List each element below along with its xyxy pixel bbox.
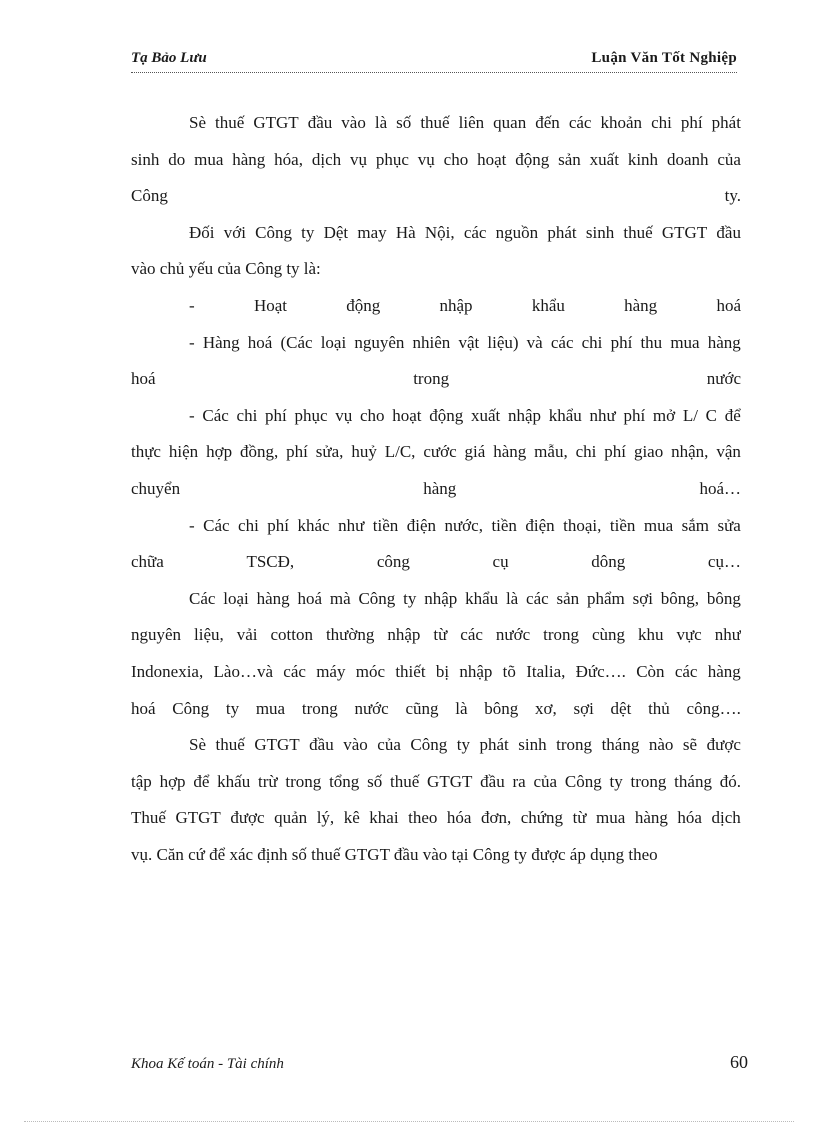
bullet-3-line-3 (131, 474, 741, 511)
word: hàng (624, 295, 658, 315)
word: Italia, (526, 661, 566, 681)
word: loại (223, 588, 249, 608)
word: chi (575, 442, 597, 462)
word: Còn (636, 661, 665, 681)
word: đến (535, 113, 560, 132)
paragraph-2-line-1 (131, 218, 741, 255)
bullet-1 (131, 291, 741, 328)
word: khẩu (548, 405, 582, 425)
word: cùng (591, 625, 626, 645)
word: chi (651, 113, 672, 132)
word: liệu, (194, 625, 224, 645)
word: thường (325, 625, 375, 645)
word: Công (131, 186, 168, 206)
word: nguyên (131, 625, 182, 645)
word: hợp (206, 442, 233, 462)
word: thiết (395, 661, 426, 681)
word: trong (630, 771, 667, 791)
word: như (714, 625, 741, 645)
word: vật (458, 332, 480, 352)
word: đó. (719, 771, 741, 791)
word: động (346, 295, 381, 315)
word: tháng (601, 735, 640, 755)
word: vào (341, 113, 366, 132)
word: phí (680, 113, 703, 132)
word: thuế (389, 771, 420, 791)
word: sản (556, 588, 580, 608)
word: - (189, 515, 195, 535)
word: sinh (585, 222, 615, 242)
word: và (526, 332, 543, 352)
paragraph-3-line-4 (131, 694, 741, 731)
word: phát (711, 113, 741, 132)
word: nước, (444, 515, 483, 535)
word: vải (236, 625, 258, 645)
word: động (515, 149, 550, 169)
bullet-4-line-1 (131, 511, 741, 548)
word: dông (591, 552, 626, 572)
word: nhập (439, 295, 473, 315)
word: là (455, 698, 468, 718)
word: nước (495, 625, 531, 645)
word: chi (238, 515, 259, 535)
word: thoại, (563, 515, 602, 535)
word: Các (189, 588, 216, 608)
word: Hà (395, 222, 416, 242)
word: hàng (423, 478, 457, 498)
word: như (338, 515, 365, 535)
word: được (230, 808, 265, 828)
word: phí (623, 405, 646, 425)
word: cụ (492, 552, 509, 572)
word: Đối (189, 222, 215, 242)
word: - (189, 332, 195, 352)
word: cho (443, 149, 469, 169)
word: tháng (674, 771, 712, 791)
word: tõ (502, 661, 516, 681)
word: đơn, (480, 808, 512, 828)
word: chứng (520, 808, 564, 828)
word: thuế (623, 222, 653, 242)
word: hóa (677, 808, 702, 828)
word: Dệt (323, 222, 349, 242)
word: các (568, 113, 592, 132)
word: sản (558, 149, 581, 169)
word: (Các (280, 332, 313, 352)
word: doanh (666, 149, 709, 169)
word: quản (274, 808, 308, 828)
paragraph-4-line-4: vụ. Căn cứ để xác định số thuế GTGT đầu vào tại Công ty được áp dụng theo (131, 844, 658, 864)
word: GTGT (175, 808, 221, 828)
word: cho (359, 405, 385, 425)
word: phí (265, 405, 287, 425)
word: động (429, 405, 464, 425)
word: hiện (168, 442, 199, 462)
word: thuế (215, 735, 245, 755)
word: khác (297, 515, 330, 535)
word: của (717, 149, 741, 169)
word: các (283, 661, 306, 681)
word: hoá (131, 698, 156, 718)
word: L/C, (384, 442, 416, 462)
word: sợi (573, 698, 594, 718)
word: phát (547, 222, 577, 242)
word: cước (423, 442, 457, 462)
word: thực (131, 442, 161, 462)
word: xuất (470, 405, 501, 425)
word: lý, (316, 808, 335, 828)
word: mua (670, 332, 700, 352)
paragraph-4-line-1 (131, 730, 741, 767)
word: mẫu, (534, 442, 568, 462)
word: khai (369, 808, 399, 828)
word: đồng, (239, 442, 279, 462)
word: đầu (307, 113, 333, 132)
word: là (374, 113, 388, 132)
word: phí (604, 442, 627, 462)
paragraph-3-line-2 (131, 620, 741, 657)
word: như (589, 405, 616, 425)
word: trong (556, 735, 593, 755)
word: cũng (405, 698, 439, 718)
word: công (376, 552, 410, 572)
word: GTGT (427, 771, 473, 791)
word: trong (543, 625, 579, 645)
word: mua (194, 149, 224, 169)
header-author: Tạ Bảo Lưu (131, 50, 207, 66)
word: loại (320, 332, 347, 352)
word: theo (408, 808, 438, 828)
word: nhập (507, 405, 542, 425)
word: điện (406, 515, 436, 535)
word: Các (203, 515, 230, 535)
word: hàng (707, 332, 741, 352)
word: nào (648, 735, 674, 755)
word: từ (572, 808, 587, 828)
word: TSCĐ, (246, 552, 295, 572)
word: sẽ (682, 735, 698, 755)
word: liên (458, 113, 485, 132)
word: khu (637, 625, 664, 645)
word: số (396, 113, 412, 132)
word: nhập (387, 625, 421, 645)
word: hoá (716, 295, 741, 315)
word: quan (493, 113, 527, 132)
document-body (131, 108, 741, 876)
word: ty (609, 771, 623, 791)
word: chuyển (131, 478, 181, 498)
word: đầu (480, 771, 505, 791)
word: trong (285, 771, 322, 791)
word: xơ, (534, 698, 557, 718)
word: hoạt (477, 149, 507, 169)
word: vận (716, 442, 741, 462)
word: nhiên (412, 332, 451, 352)
word: nhận, (671, 442, 709, 462)
word: đầu (309, 735, 334, 755)
word: nước (706, 369, 741, 389)
word: của (377, 735, 401, 755)
word: ty (301, 222, 315, 242)
word: xuất (589, 149, 619, 169)
word: may (357, 222, 387, 242)
word: để (724, 405, 741, 425)
word: Các (202, 405, 229, 425)
word: phục (294, 405, 328, 425)
header-title: Luận Văn Tốt Nghiệp (591, 50, 737, 66)
word: dệt (610, 698, 632, 718)
word: ty (225, 698, 240, 718)
word: GTGT (254, 735, 300, 755)
word: kinh (627, 149, 659, 169)
word: các (550, 332, 574, 352)
footer-divider (24, 1121, 794, 1122)
word: ty (456, 735, 470, 755)
word: các (463, 222, 487, 242)
word: khấu (217, 771, 251, 791)
paragraph-2-line-2: vào chủ yếu của Công ty là: (131, 259, 321, 279)
word: mua (255, 698, 286, 718)
bullet-2-line-2 (131, 364, 741, 401)
word: hóa (446, 808, 472, 828)
word: sợi (632, 588, 653, 608)
bullet-3-line-1 (131, 401, 741, 438)
word: Nội, (424, 222, 455, 242)
footer-department: Khoa Kế toán - Tài chính (131, 1056, 284, 1072)
word: kê (343, 808, 360, 828)
word: bông, (660, 588, 700, 608)
word: bông (484, 698, 519, 718)
word: sửa (717, 515, 741, 535)
word: trong (301, 698, 338, 718)
word: với (223, 222, 246, 242)
word: điện (525, 515, 555, 535)
word: huỷ (351, 442, 377, 462)
word: giao (633, 442, 664, 462)
word: công…. (686, 698, 741, 718)
word: GTGT (661, 222, 708, 242)
word: đầu (716, 222, 741, 242)
word: ty. (724, 186, 741, 206)
word: trong (413, 369, 450, 389)
word: nguồn (495, 222, 539, 242)
word: mà (329, 588, 351, 608)
word: - (189, 295, 195, 315)
word: hoạt (392, 405, 422, 425)
word: sinh (518, 735, 547, 755)
word: khoản (600, 113, 643, 132)
page-number: 60 (730, 1052, 748, 1072)
bullet-3-line-2 (131, 437, 741, 474)
word: Công (172, 698, 210, 718)
word: nhập (459, 661, 493, 681)
word: hợp (159, 771, 186, 791)
word: hoá (247, 332, 273, 352)
word: cụ… (707, 552, 741, 572)
word: chi (236, 405, 258, 425)
word: hoá (131, 369, 156, 389)
paragraph-1-line-1 (131, 108, 741, 145)
word: phí (610, 332, 633, 352)
word: bị (435, 661, 450, 681)
word: tập (131, 771, 152, 791)
word: tổng (329, 771, 360, 791)
word: hàng (707, 661, 741, 681)
word: tiền (609, 515, 636, 535)
word: trừ (258, 771, 278, 791)
word: số (367, 771, 383, 791)
word: dịch (711, 808, 741, 828)
word: thu (640, 332, 663, 352)
word: sinh (131, 149, 160, 169)
word: các (674, 661, 698, 681)
word: khẩu (465, 588, 499, 608)
word: phát (479, 735, 509, 755)
page-footer (131, 1052, 748, 1080)
word: Hàng (202, 332, 240, 352)
word: tiền (372, 515, 399, 535)
word: các (460, 625, 483, 645)
word: thuế (215, 113, 245, 132)
paragraph-4-line-3 (131, 803, 741, 840)
word: phí (286, 442, 308, 462)
word: ra (512, 771, 526, 791)
word: mở (652, 405, 676, 425)
paragraph-4-line-2 (131, 767, 741, 804)
word: vào (343, 735, 368, 755)
word: thuế (420, 113, 450, 132)
word: các (526, 588, 549, 608)
word: thủ (648, 698, 670, 718)
word: móc (355, 661, 386, 681)
word: Sè (189, 735, 206, 755)
word: chữa (131, 552, 164, 572)
word: giá (464, 442, 486, 462)
word: Công (564, 771, 602, 791)
word: nhập (424, 588, 458, 608)
word: phục (375, 149, 409, 169)
word: - (189, 405, 195, 425)
word: dịch (311, 149, 342, 169)
word: hóa, (274, 149, 303, 169)
word: hàng (493, 442, 527, 462)
word: từ (433, 625, 448, 645)
paragraph-3-line-3 (131, 657, 741, 694)
word: ty (403, 588, 417, 608)
word: L/ (682, 405, 698, 425)
word: hàng (634, 808, 668, 828)
word: tiền (491, 515, 517, 535)
page-header (131, 48, 737, 72)
word: hoá… (699, 478, 741, 498)
word: vụ (335, 405, 353, 425)
bullet-2-line-1 (131, 328, 741, 365)
word: vực (676, 625, 702, 645)
bullet-4-line-2 (131, 547, 741, 584)
word: Công (410, 735, 448, 755)
word: phí (267, 515, 290, 535)
word: hàng (256, 588, 290, 608)
word: nguyên (354, 332, 405, 352)
word: cotton (270, 625, 313, 645)
word: Sè (189, 113, 206, 132)
word: nước (354, 698, 389, 718)
word: sắm (681, 515, 709, 535)
word: vụ (417, 149, 435, 169)
word: chi (581, 332, 603, 352)
word: vụ (350, 149, 367, 169)
word: Công (358, 588, 396, 608)
word: mua (596, 808, 626, 828)
word: mua (643, 515, 674, 535)
word: liệu) (487, 332, 519, 352)
word: Công (255, 222, 292, 242)
word: Thuế (131, 808, 166, 828)
word: được (706, 735, 741, 755)
word: Lào…và (213, 661, 273, 681)
header-divider (131, 72, 737, 73)
word: máy (316, 661, 346, 681)
word: GTGT (253, 113, 299, 132)
word: của (533, 771, 558, 791)
word: C (705, 405, 717, 425)
word: là (505, 588, 519, 608)
word: sửa, (315, 442, 344, 462)
word: Đức…. (575, 661, 626, 681)
word: hàng (232, 149, 266, 169)
word: Indonexia, (131, 661, 204, 681)
paragraph-1-line-3 (131, 181, 741, 218)
word: phẩm (587, 588, 625, 608)
paragraph-3-line-1 (131, 584, 741, 621)
word: khẩu (531, 295, 565, 315)
word: hoá (297, 588, 323, 608)
word: để (193, 771, 210, 791)
paragraph-1-line-2 (131, 145, 741, 182)
word: do (168, 149, 186, 169)
word: bông (706, 588, 741, 608)
word: Hoạt (253, 295, 287, 315)
